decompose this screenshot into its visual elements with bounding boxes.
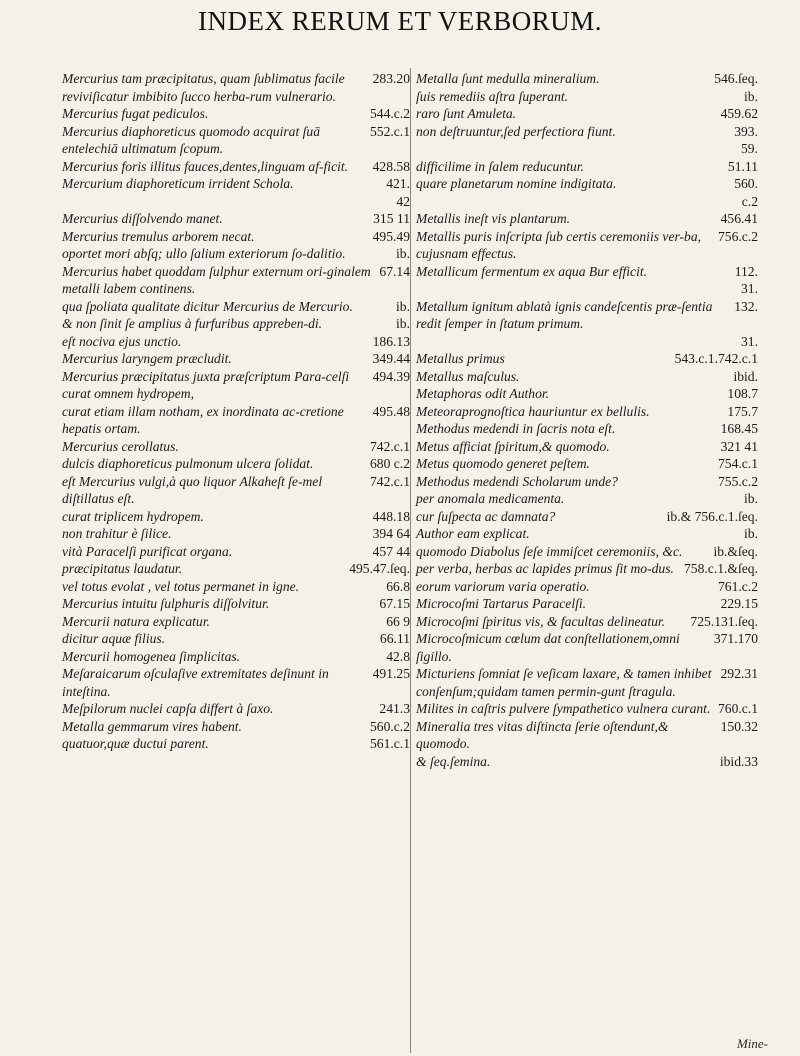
index-entry-reference: ib.&ſeq. — [713, 543, 758, 559]
index-entry — [416, 88, 758, 106]
index-entry-text: Metallis ineſt vis plantarum. — [416, 211, 571, 226]
page-title: INDEX RERUM ET VERBORUM. — [197, 6, 603, 36]
index-entry — [62, 368, 410, 403]
index-entry-text: qua ſpoliata qualitate dicitur Mercurius de Mercurio. — [62, 298, 353, 314]
index-entry — [416, 438, 758, 456]
index-entry-text: Microcoſmicum cœlum dat conſtellationem,omni ſigillo. — [416, 631, 680, 664]
index-entry-text: Microcoſmi ſpiritus vis, & facultas delineatur. — [416, 613, 666, 629]
index-entry-reference: 494.39 — [372, 368, 410, 384]
index-entry-text: quare planetarum nomine indigitata. — [416, 176, 617, 191]
index-entry-text: Mineralia tres vitas diſtincta ſerie oſtendunt,& quomodo. — [416, 718, 669, 751]
index-entry-reference: 761.c.2 — [717, 578, 758, 594]
index-entry-text: Mercurii homogenea ſimplicitas. — [62, 648, 241, 664]
index-entry-text: Mercurii natura explicatur. — [62, 613, 210, 629]
index-entry-reference: 428.58 — [372, 158, 410, 174]
index-entry — [62, 455, 410, 473]
index-entry-text: ſuis remediis aſtra ſuperant. — [416, 88, 569, 104]
index-entry-reference: 755.c.2 — [717, 473, 758, 489]
index-entry-text: Metallum ignitum ablatà ignis candeſcentis præ-ſentia redit ſemper in ſtatum primum. — [416, 298, 713, 331]
index-entry — [62, 333, 410, 351]
index-entry-reference: 561.c.1 — [369, 736, 410, 751]
index-entry-text: Mercurius diaphoreticus quomodo acquirat ſuā entelechiā ultimatum ſcopum. — [62, 123, 321, 156]
index-entry — [62, 193, 410, 211]
index-entry-text: quomodo Diabolus ſeſe immiſcet ceremoniis, &c. — [416, 543, 683, 559]
column-divider — [410, 68, 411, 1053]
index-entry — [62, 123, 410, 158]
index-entry-text: & non ſinit ſe amplius à furfuribus appreben-di. — [62, 316, 323, 331]
index-entry-text: Metaphoras odit Author. — [416, 386, 550, 401]
index-entry — [62, 298, 410, 316]
index-entry-reference: 66.8 — [386, 578, 410, 594]
index-entry-reference: 495.49 — [372, 228, 410, 244]
index-entry-text: Mercurium diaphoreticum irrident Schola. — [62, 176, 294, 191]
index-entry — [416, 123, 758, 141]
index-entry — [62, 438, 410, 456]
index-entry — [62, 210, 410, 228]
index-entry-text: Mercurius laryngem præcludit. — [62, 351, 232, 366]
index-entry-reference: 229.15 — [720, 596, 758, 611]
index-entry-reference: 543.c.1.742.c.1 — [674, 351, 758, 366]
index-entry — [62, 560, 410, 578]
index-entry-text: eſt Mercurius vulgi,à quo liquor Alkaheſt ſe-mel diſtillatus eſt. — [62, 473, 323, 506]
index-entry-text: non deſtruuntur,ſed perfectiora fiunt. — [416, 123, 616, 139]
index-entry — [416, 613, 758, 631]
index-entry — [62, 700, 410, 718]
left-column — [62, 70, 410, 753]
index-entry — [416, 525, 758, 543]
index-entry — [416, 718, 758, 753]
index-entry — [62, 263, 410, 298]
index-entry — [416, 665, 758, 700]
index-entry-reference: 132. — [734, 298, 758, 314]
index-entry — [416, 70, 758, 88]
index-entry-reference: 59. — [741, 141, 758, 156]
index-entry-reference: 560.c.2 — [369, 718, 410, 734]
index-entry-reference: 108.7 — [727, 386, 758, 401]
index-entry-reference: 349.44 — [372, 351, 410, 366]
index-entry-text: cur ſuſpecta ac damnata? — [416, 508, 556, 524]
index-entry-reference: 448.18 — [372, 508, 410, 524]
catchword: Mine- — [736, 1036, 768, 1051]
index-entry-text: raro ſunt Amuleta. — [416, 106, 517, 121]
index-entry-text: Mercurius tremulus arborem necat. — [62, 228, 255, 244]
index-entry — [416, 420, 758, 438]
index-entry-reference: 754.c.1 — [717, 456, 758, 471]
index-entry — [416, 228, 758, 263]
index-entry — [62, 578, 410, 596]
index-entry-text: Mercurius præcipitatus juxta præſcriptum Para-celſi curat omnem hydropem, — [62, 368, 350, 401]
index-entry-reference: 495.48 — [372, 403, 410, 419]
index-entry-text: Mercurius habet quoddam ſulphur externum ori-ginalem metalli labem continens. — [62, 263, 371, 296]
index-entry-reference: 371.170 — [713, 631, 758, 646]
index-entry-reference: 283.20 — [372, 71, 410, 86]
index-entry-reference: 725.131.ſeq. — [690, 613, 758, 629]
index-entry — [416, 210, 758, 228]
index-entry-text: Methodus medendi Scholarum unde? — [416, 473, 618, 489]
index-entry — [62, 403, 410, 438]
index-entry-text: & ſeq.ſemina. — [416, 753, 491, 769]
index-entry — [416, 298, 758, 333]
index-entry-text: Microcoſmi Tartarus Paracelſi. — [416, 596, 587, 611]
index-entry — [62, 508, 410, 526]
index-entry-text: quatuor,quæ ductui parent. — [62, 736, 209, 751]
index-entry-reference: ib.& 756.c.1.ſeq. — [666, 508, 758, 524]
index-entry — [62, 630, 410, 648]
index-entry-reference: 544.c.2 — [369, 106, 410, 121]
index-entry — [416, 193, 758, 211]
index-entry-text: dulcis diaphoreticus pulmonum ulcera ſolidat. — [62, 456, 314, 471]
index-entry-text: Mercurius tam præcipitatus, quam ſublimatus facile reviviſicatur imbibito ſucco herba-rum vulnerario. — [62, 71, 345, 104]
index-entry-reference: ib. — [744, 491, 758, 506]
index-entry — [62, 350, 410, 368]
index-entry-text: Metalla gemmarum vires habent. — [62, 718, 242, 734]
index-entry-reference: 150.32 — [720, 718, 758, 734]
index-entry — [62, 613, 410, 631]
index-entry — [62, 245, 410, 263]
index-entry-reference: 495.47.ſeq. — [349, 561, 410, 576]
index-entry — [62, 70, 410, 105]
index-entry-reference: 421. — [386, 176, 410, 191]
index-entry-text: per anomala medicamenta. — [416, 491, 565, 506]
index-entry-text: curat etiam illam notham, ex inordinata ac-cretione hepatis ortam. — [62, 403, 344, 436]
index-entry-reference: 67.15 — [379, 596, 410, 611]
index-entry-text: Meſpilorum nuclei capſa differt à ſaxo. — [62, 701, 274, 716]
index-entry-reference: ib. — [744, 526, 758, 541]
index-entry-reference: 552.c.1 — [369, 123, 410, 139]
index-entry-reference: 560. — [734, 176, 758, 191]
index-entry-text: Metallis puris inſcripta ſub certis ceremoniis ver-ba, cujusnam effectus. — [416, 228, 702, 261]
index-entry-text: non trahitur è ſilice. — [62, 526, 172, 541]
index-entry-reference: 491.25 — [372, 666, 410, 681]
index-entry — [62, 525, 410, 543]
index-entry-reference: 51.11 — [727, 158, 758, 174]
index-entry — [416, 455, 758, 473]
index-entry — [416, 403, 758, 421]
index-entry-reference: 321 41 — [720, 438, 758, 454]
index-entry-reference: 168.45 — [720, 421, 758, 436]
index-entry — [62, 735, 410, 753]
index-entry-reference: 42.8 — [386, 648, 410, 664]
index-entry-text: Micturiens ſomniat ſe veſicam laxare, & tamen inhibet conſenſum;quidam tamen permin-gunt ſtragula. — [416, 666, 712, 699]
index-entry-reference: 241.3 — [379, 701, 410, 716]
index-entry-text: vità Paracelſi purificat organa. — [62, 543, 233, 559]
index-entry-text: vel totus evolat , vel totus permanet in igne. — [62, 578, 300, 594]
index-entry-text: per verba, herbas ac lapides primus ſit mo-dus. — [416, 561, 674, 576]
index-entry — [62, 648, 410, 666]
index-entry-reference: c.2 — [741, 193, 758, 209]
index-entry — [62, 473, 410, 508]
index-entry-text: Mercurius intuitu ſulphuris diſſolvitur. — [62, 596, 270, 611]
index-entry — [62, 175, 410, 193]
right-column — [416, 70, 758, 770]
index-entry — [416, 753, 758, 771]
index-entry-reference: 186.13 — [372, 333, 410, 349]
index-entry-text: Metalla ſunt medulla mineralium. — [416, 71, 600, 86]
index-entry-text: Metallus maſculus. — [416, 368, 520, 384]
index-entry-reference: 546.ſeq. — [714, 71, 758, 86]
index-entry-reference: 42 — [396, 193, 410, 209]
index-entry — [416, 105, 758, 123]
index-entry-reference: ib. — [396, 246, 410, 261]
index-entry-text: Methodus medendi in ſacris nota eſt. — [416, 421, 616, 436]
index-entry — [416, 368, 758, 386]
index-entry-text: Mercurius fugat pediculos. — [62, 106, 209, 121]
index-entry — [416, 140, 758, 158]
index-entry-text: Meteoraprognoſtica hauriuntur ex bellulis. — [416, 403, 650, 419]
index-entry-text: præcipitatus laudatur. — [62, 561, 183, 576]
index-entry-reference: 66 9 — [386, 613, 410, 629]
index-entry — [416, 700, 758, 718]
index-entry-reference: 315 11 — [373, 211, 410, 226]
index-entry — [62, 718, 410, 736]
index-entry-reference: 459.62 — [720, 106, 758, 121]
index-entry — [416, 490, 758, 508]
index-entry — [416, 280, 758, 298]
index-entry-reference: 680 c.2 — [369, 456, 410, 471]
index-entry — [62, 228, 410, 246]
index-entry — [62, 158, 410, 176]
index-entry-reference: 67.14 — [379, 263, 410, 279]
index-entry — [62, 315, 410, 333]
index-entry-text: oportet mori abſq; ullo ſalium exteriorum ſo-dalitio. — [62, 246, 346, 261]
index-entry — [416, 630, 758, 665]
index-entry-reference: 756.c.2 — [717, 228, 758, 244]
index-entry-text: Mercurius diſſolvendo manet. — [62, 211, 223, 226]
index-entry-reference: 31. — [741, 333, 758, 349]
index-entry — [416, 578, 758, 596]
index-entry — [416, 473, 758, 491]
index-entry-reference: ibid.33 — [719, 753, 758, 769]
index-entry-reference: 112. — [734, 263, 758, 279]
index-entry — [416, 333, 758, 351]
index-entry-reference: 66.11 — [379, 631, 410, 646]
index-entry — [416, 595, 758, 613]
index-entry-reference: ib. — [396, 316, 410, 331]
index-entry-reference: 292.31 — [720, 666, 758, 681]
index-entry-reference: ibid. — [733, 368, 758, 384]
index-entry-text: dicitur aquæ filius. — [62, 631, 166, 646]
index-entry-reference: 760.c.1 — [717, 701, 758, 716]
index-entry-text: eorum variorum varia operatio. — [416, 578, 590, 594]
index-entry — [416, 385, 758, 403]
index-entry-reference: 758.c.1.&ſeq. — [684, 561, 758, 576]
index-entry-reference: ib. — [744, 88, 758, 104]
index-entry — [416, 350, 758, 368]
index-entry — [62, 543, 410, 561]
index-entry-text: Milites in caſtris pulvere ſympathetico vulnera curant. — [416, 701, 711, 716]
index-entry-text: Mercurius cerollatus. — [62, 438, 179, 454]
index-entry-reference: 393. — [734, 123, 758, 139]
index-entry-text: Mercurius foris illitus fauces,dentes,linguam af-ficit. — [62, 158, 349, 174]
index-entry — [416, 560, 758, 578]
index-entry-text: eſt nociva ejus unctio. — [62, 333, 182, 349]
index-entry-text: Metallus primus — [416, 351, 505, 366]
index-entry-text: Author eam explicat. — [416, 526, 530, 541]
index-entry-reference: 742.c.1 — [369, 438, 410, 454]
index-entry — [416, 158, 758, 176]
index-entry-text: Meſaraicarum oſculaſive extremitates deſinunt in inteſtina. — [62, 666, 329, 699]
index-entry-text: Metus afficiat ſpiritum,& quomodo. — [416, 438, 610, 454]
index-entry-text: difficilime in ſalem reducuntur. — [416, 158, 584, 174]
index-entry — [416, 543, 758, 561]
index-entry-reference: 175.7 — [727, 403, 758, 419]
index-entry-text: curat triplicem hydropem. — [62, 508, 204, 524]
index-entry — [416, 508, 758, 526]
index-entry-reference: 742.c.1 — [369, 473, 410, 489]
index-entry-reference: 456.41 — [720, 211, 758, 226]
index-entry — [62, 595, 410, 613]
index-entry-reference: 394 64 — [372, 526, 410, 541]
index-entry-text: Metus quomodo generet peſtem. — [416, 456, 590, 471]
index-entry — [416, 263, 758, 281]
index-entry-reference: ib. — [396, 298, 410, 314]
index-entry — [62, 665, 410, 700]
index-entry — [416, 175, 758, 193]
index-entry-reference: 31. — [741, 281, 758, 296]
index-entry-reference: 457 44 — [372, 543, 410, 559]
index-entry — [62, 105, 410, 123]
index-entry-text: Metallicum fermentum ex aqua Bur efficit. — [416, 263, 648, 279]
